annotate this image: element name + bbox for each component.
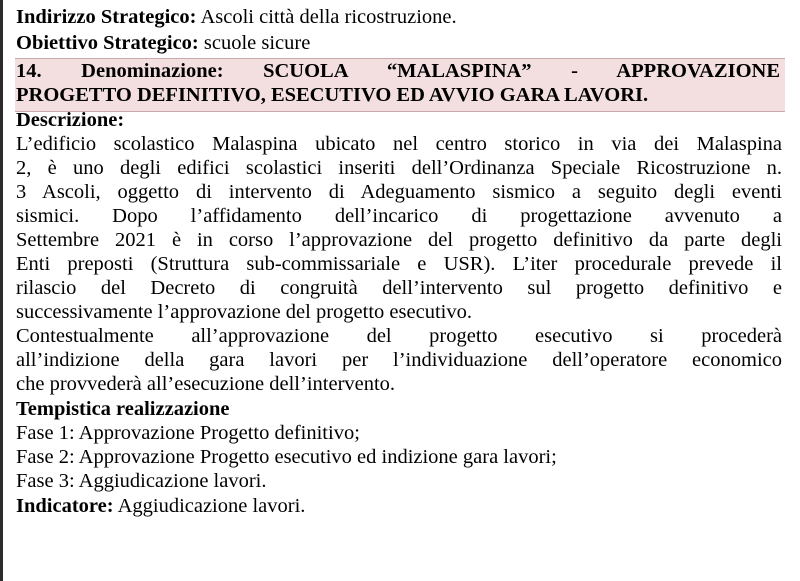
- timeline-phase: Fase 3: Aggiudicazione lavori.: [16, 470, 267, 492]
- description-heading: Descrizione:: [16, 109, 125, 131]
- strategic-address-row: [16, 6, 782, 30]
- timeline-heading: Tempistica realizzazione: [16, 398, 230, 420]
- description-line: 2, è uno degli edifici scolastici inseriti dell’Ordinanza Speciale Ricostruzione n.: [16, 157, 782, 179]
- description-line: sismici. Dopo l’affidamento dell’incarico di progettazione avvenuto a: [16, 205, 782, 227]
- indicator-row: [16, 495, 782, 519]
- description-line: Contestualmente all’approvazione del progetto esecutivo si procederà: [16, 325, 782, 347]
- indicator-label: Indicatore:: [16, 495, 114, 517]
- strategic-objective-row: [16, 32, 782, 56]
- indicator-value: Aggiudicazione lavori.: [117, 495, 306, 517]
- description-line: Settembre 2021 è in corso l’approvazione del progetto definitivo da parte degli: [16, 229, 782, 251]
- description-line: rilascio del Decreto di congruità dell’intervento sul progetto definitivo e: [16, 277, 782, 299]
- description-line: all’indizione della gara lavori per l’individuazione dell’operatore economico: [16, 349, 782, 371]
- denomination-line-2: PROGETTO DEFINITIVO, ESECUTIVO ED AVVIO GARA LAVORI.: [16, 84, 649, 106]
- strategic-objective-value: scuole sicure: [203, 32, 311, 54]
- description-line: successivamente l’approvazione del progetto esecutivo.: [16, 301, 472, 323]
- description-line: L’edificio scolastico Malaspina ubicato nel centro storico in via dei Malaspina: [16, 133, 782, 155]
- timeline-phase: Fase 2: Approvazione Progetto esecutivo ed indizione gara lavori;: [16, 446, 557, 468]
- denomination-line-1: 14. Denominazione: SCUOLA “MALASPINA” - APPROVAZIONE: [16, 60, 780, 82]
- description-line: che provvederà all’esecuzione dell’intervento.: [16, 373, 396, 395]
- strategic-objective-label: Obiettivo Strategico:: [16, 32, 199, 54]
- timeline-phase: Fase 1: Approvazione Progetto definitivo;: [16, 422, 360, 444]
- strategic-address-value: Ascoli città della ricostruzione.: [200, 6, 457, 28]
- description-line: 3 Ascoli, oggetto di intervento di Adeguamento sismico a seguito degli eventi: [16, 181, 782, 203]
- description-line: Enti preposti (Struttura sub-commissariale e USR). L’iter procedurale prevede il: [16, 253, 782, 275]
- strategic-address-label: Indirizzo Strategico:: [16, 6, 197, 28]
